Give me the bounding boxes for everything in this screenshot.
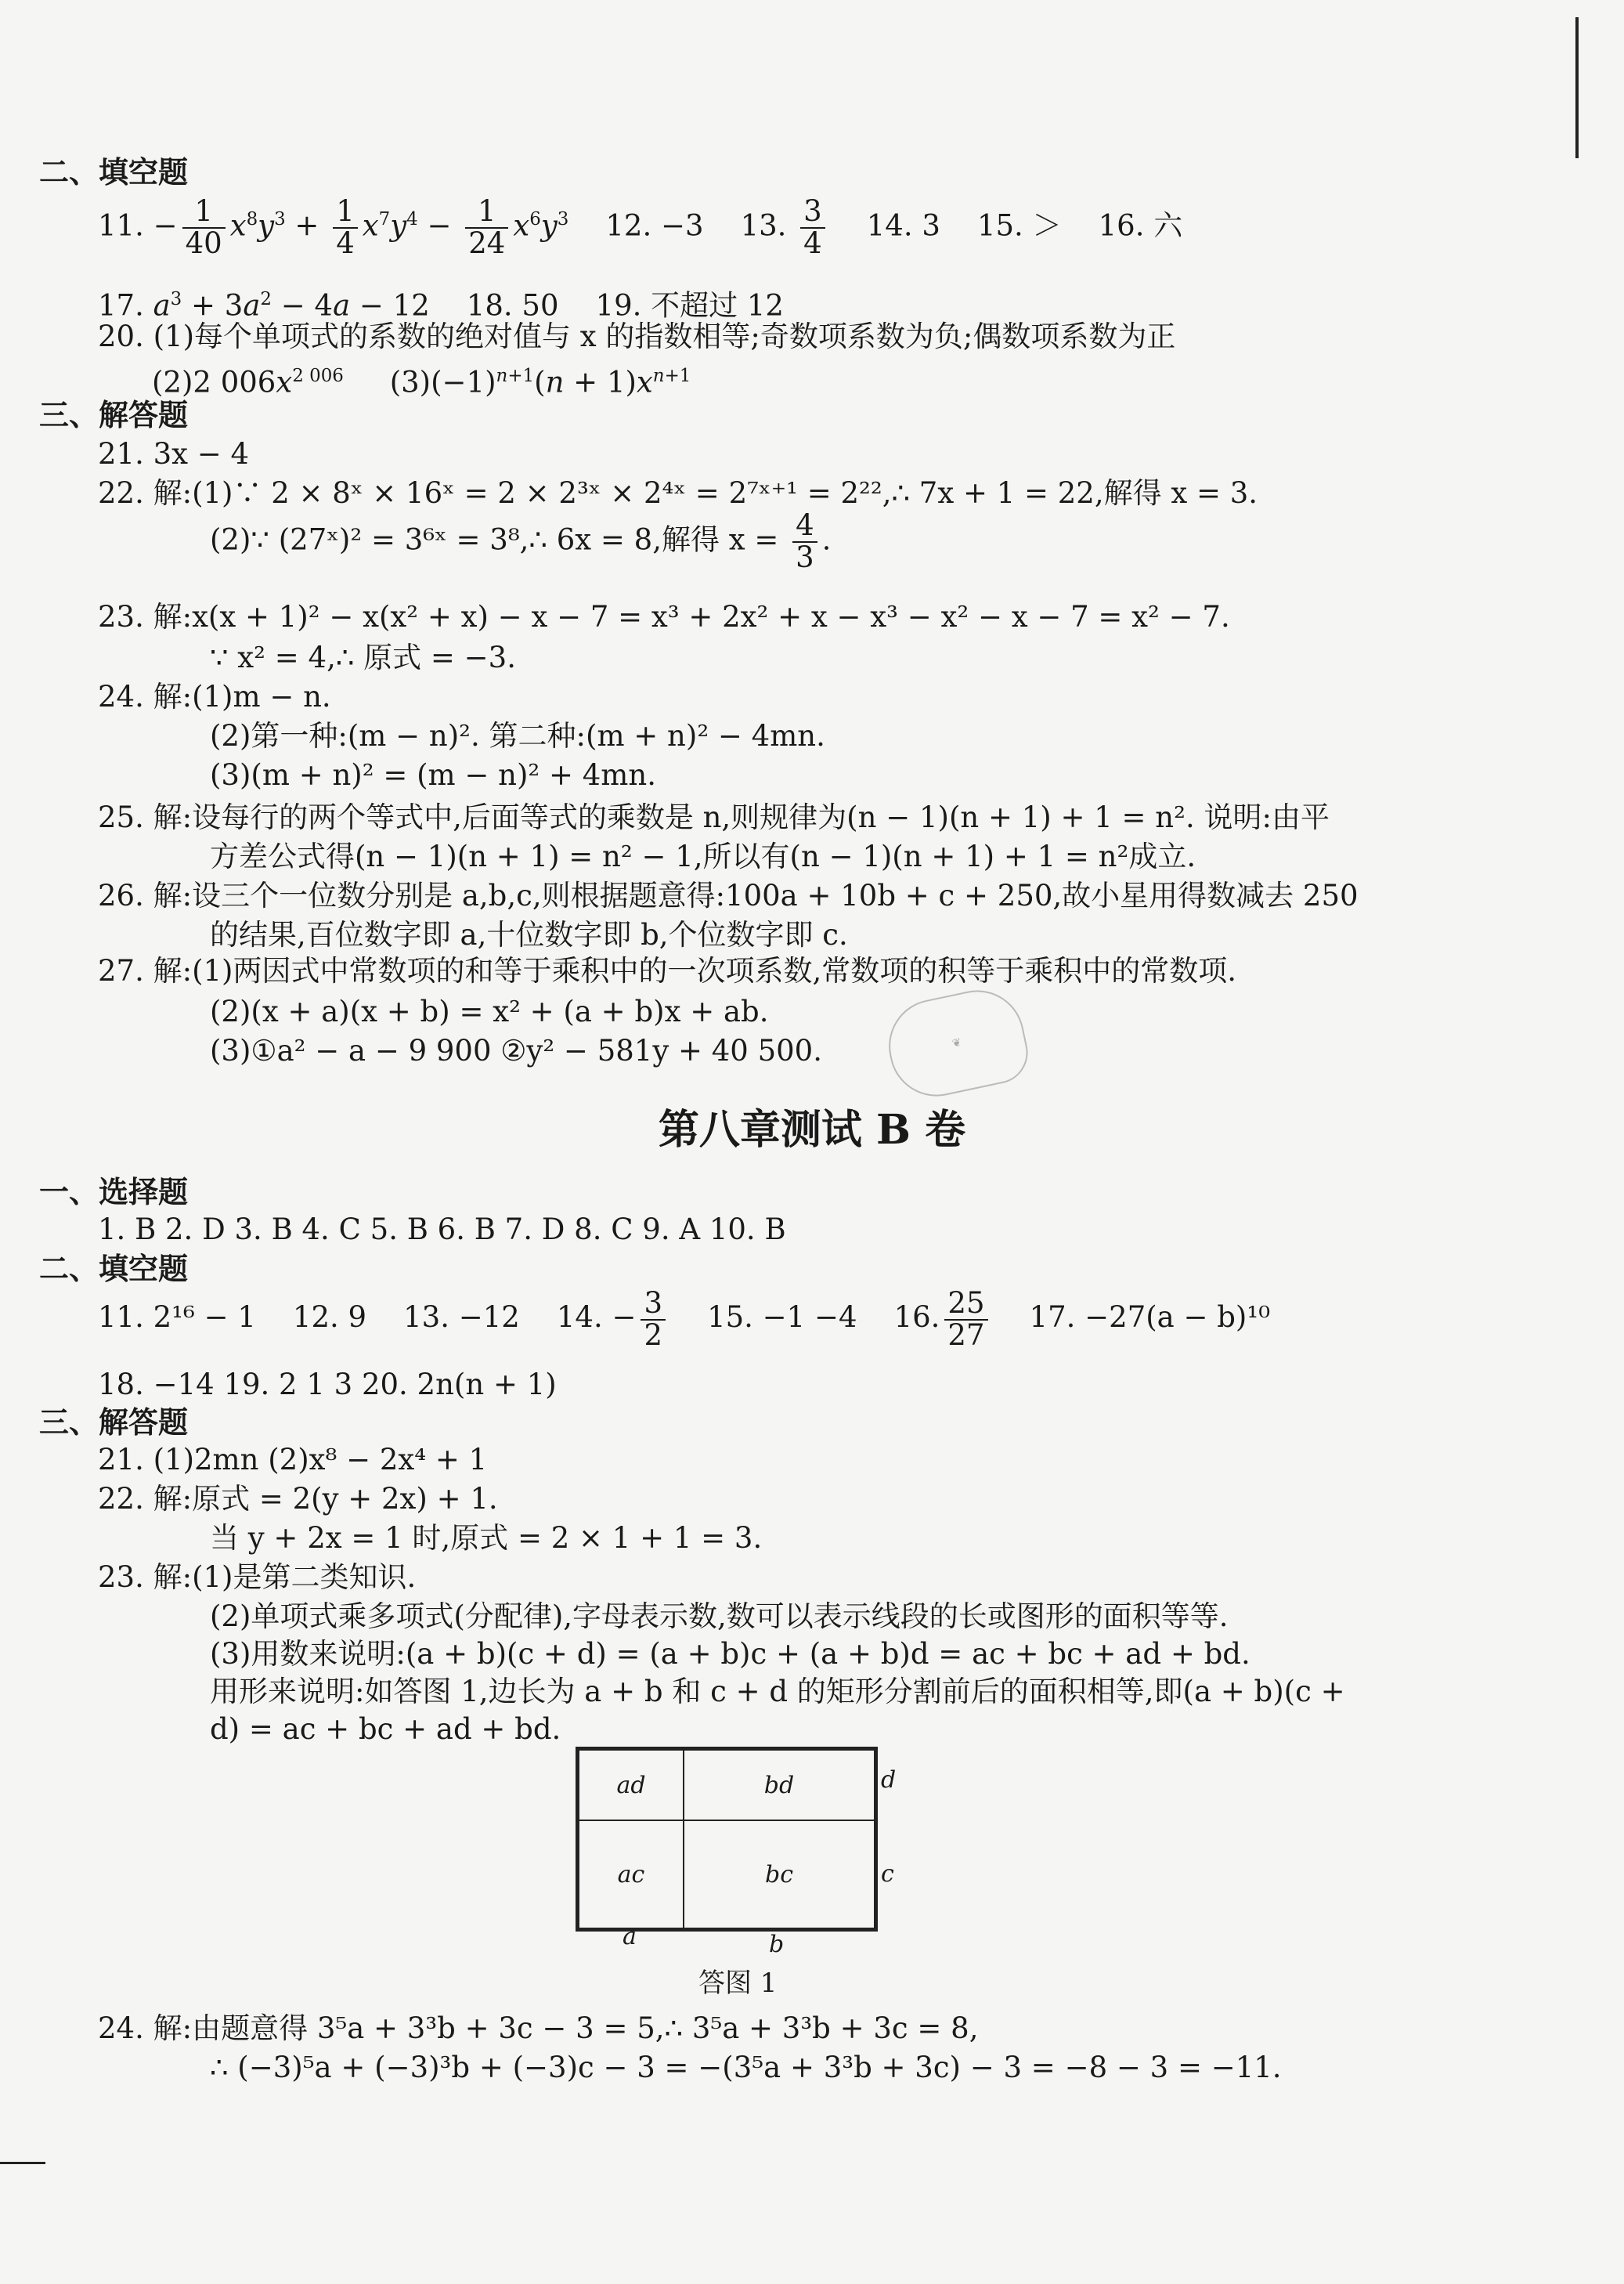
q22-text: (2)∵ (27ˣ)² = 3⁶ˣ = 3⁸,∴ 6x = 8,解得 x = <box>210 522 779 557</box>
b-q13: 13. −12 <box>403 1300 520 1334</box>
answer-27-line-1: 27. 解:(1)两因式中常数项的和等于乘积中的一次项系数,常数项的积等于乘积中的常数项. <box>98 954 1237 988</box>
q14-answer: 14. 3 <box>866 208 940 243</box>
b-q12: 12. 9 <box>292 1300 367 1334</box>
answer-21: 21. 3x − 4 <box>98 437 250 471</box>
area-diagram <box>576 1747 878 1932</box>
b-answer-22-line-2: 当 y + 2x = 1 时,原式 = 2 × 1 + 1 = 3. <box>210 1521 763 1555</box>
fraction: $\frac{1}{40}$ <box>182 197 226 259</box>
section-heading-solve: 三、解答题 <box>39 398 189 432</box>
b-answer-23-line-3: (3)用数来说明:(a + b)(c + d) = (a + b)c + (a + b)d = ac + bc + ad + bd. <box>210 1637 1250 1671</box>
margin-rule <box>1575 17 1579 158</box>
b-answer-24-line-2: ∴ (−3)⁵a + (−3)³b + (−3)c − 3 = −(3⁵a + 3³b + 3c) − 3 = −8 − 3 = −11. <box>210 2051 1282 2084</box>
answer-25-line-1: 25. 解:设每行的两个等式中,后面等式的乘数是 n,则规律为(n − 1)(n + 1) + 1 = n². 说明:由平 <box>98 800 1330 834</box>
watermark-stamp: ❦ <box>880 981 1034 1104</box>
cell-bd: bd <box>683 1749 875 1821</box>
q13-number: 13. <box>740 208 787 243</box>
b-answer-21: 21. (1)2mn (2)x⁸ − 2x⁴ + 1 <box>98 1443 488 1476</box>
q19-answer: 19. 不超过 12 <box>595 288 784 323</box>
q22-fraction: $\frac{4}{3}$ <box>792 511 817 573</box>
answer-26-line-1: 26. 解:设三个一位数分别是 a,b,c,则根据题意得:100a + 10b + c + 250,故小星用得数减去 250 <box>98 879 1359 913</box>
q17-number: 17. <box>98 288 144 323</box>
answer-25-line-2: 方差公式得(n − 1)(n + 1) = n² − 1,所以有(n − 1)(n + 1) + 1 = n²成立. <box>210 840 1196 873</box>
answer-24-line-2: (2)第一种:(m − n)². 第二种:(m + n)² − 4mn. <box>210 719 825 753</box>
b-answer-23-line-4: 用形来说明:如答图 1,边长为 a + b 和 c + d 的矩形分割前后的面积相等,即(a + b)(c + <box>210 1675 1345 1708</box>
q18-answer: 18. 50 <box>466 288 559 323</box>
cell-bc: bc <box>683 1820 875 1929</box>
b-answer-23-line-5: d) = ac + bc + ad + bd. <box>210 1712 561 1746</box>
b-q11: 11. 2¹⁶ − 1 <box>98 1300 256 1334</box>
answer-23-line-1: 23. 解:x(x + 1)² − x(x² + x) − x − 7 = x³ + 2x² + x − x³ − x² − x − 7 = x² − 7. <box>98 600 1230 634</box>
bottom-label-b: b <box>769 1931 785 1958</box>
q11-number: 11. <box>98 208 144 243</box>
section-heading-fill: 二、填空题 <box>39 155 189 190</box>
answer-20-line-2: (2)2 $006x^{2 006}$ $(3)(-1)^{n+1}(n + 1)x^{n+1}$ <box>152 365 691 399</box>
side-label-c: c <box>881 1860 894 1888</box>
b-q15: 15. −1 −4 <box>707 1300 857 1334</box>
choice-answers: 1. B 2. D 3. B 4. C 5. B 6. B 7. D 8. C 9. A 10. B <box>98 1212 786 1246</box>
answer-b-11-to-17 <box>98 1285 1270 1350</box>
b-q17: 17. −27(a − b)¹⁰ <box>1029 1300 1271 1334</box>
answer-24-line-3: (3)(m + n)² = (m − n)² + 4mn. <box>210 758 656 792</box>
q15-answer: 15. ＞ <box>976 208 1062 243</box>
answer-23-line-2: ∵ x² = 4,∴ 原式 = −3. <box>210 641 516 674</box>
b-answer-23-line-2: (2)单项式乘多项式(分配律),字母表示数,数可以表示线段的长或图形的面积等等. <box>210 1599 1229 1633</box>
b-q14-fraction: $\frac{3}{2}$ <box>641 1288 666 1351</box>
b-q16-fraction: $\frac{25}{27}$ <box>944 1288 987 1351</box>
side-label-d: d <box>881 1766 897 1794</box>
b-answer-22-line-1: 22. 解:原式 = 2(y + 2x) + 1. <box>98 1482 498 1516</box>
section-heading-fill-b: 二、填空题 <box>39 1252 189 1286</box>
footer-rule <box>0 2162 45 2164</box>
answer-b-18-to-20: 18. −14 19. 2 1 3 20. 2n(n + 1) <box>98 1368 557 1401</box>
bottom-label-a: a <box>623 1923 637 1950</box>
b-q16-number: 16. <box>893 1300 940 1334</box>
b-answer-24-line-1: 24. 解:由题意得 3⁵a + 3³b + 3c − 3 = 5,∴ 3⁵a + 3³b + 3c = 8, <box>98 2011 979 2045</box>
figure-caption: 答图 1 <box>698 1968 778 1999</box>
fraction: $\frac{1}{4}$ <box>333 197 358 259</box>
answer-27-line-2: (2)(x + a)(x + b) = x² + (a + b)x + ab. <box>210 995 769 1028</box>
section-heading-choice: 一、选择题 <box>39 1175 189 1209</box>
b-answer-23-line-1: 23. 解:(1)是第二类知识. <box>98 1560 417 1594</box>
answer-22-part-1: 22. 解:(1)∵ 2 × 8ˣ × 16ˣ = 2 × 2³ˣ × 2⁴ˣ = 2⁷ˣ⁺¹ = 2²²,∴ 7x + 1 = 22,解得 x = 3. <box>98 476 1258 510</box>
answer-24-line-1: 24. 解:(1)m − n. <box>98 680 331 714</box>
answer-22-part-2: (2)∵ (27ˣ)² = 3⁶ˣ = 3⁸,∴ 6x = 8,解得 x = $\frac{4}{3}$ . <box>210 508 832 574</box>
answer-17-to-19: 17. $a^3 + 3a^2 - 4a - 12$ 18. 50 19. 不超过 12 <box>98 288 784 323</box>
cell-ac: ac <box>578 1820 684 1929</box>
section-heading-solve-b: 三、解答题 <box>39 1405 189 1440</box>
chapter-title: 第八章测试 B 卷 <box>658 1106 966 1154</box>
fraction: $\frac{1}{24}$ <box>465 197 508 259</box>
q12-answer: 12. −3 <box>605 208 704 243</box>
answer-26-line-2: 的结果,百位数字即 a,十位数字即 b,个位数字即 c. <box>210 918 848 952</box>
q13-fraction: $\frac{3}{4}$ <box>800 197 825 259</box>
b-q14-number: 14. − <box>556 1300 637 1334</box>
answer-20-line-1: 20. (1)每个单项式的系数的绝对值与 x 的指数相等;奇数项系数为负;偶数项系数为正 <box>98 320 1176 353</box>
answer-11-to-16: 11. − $\frac{1}{40}$ $x^8y^3$ + $\frac{1}{4}$ $x^7y^4$ − $\frac{1}{24}$ $x^6y^3$ 12. −3 13. $\frac{3}{4}$ 14. 3 15. ＞ 16. 六 <box>98 193 1183 260</box>
cell-ad: ad <box>578 1749 684 1821</box>
q16-answer: 16. 六 <box>1098 208 1183 243</box>
answer-27-line-3: (3)①a² − a − 9 900 ②y² − 581y + 40 500. <box>210 1034 822 1068</box>
